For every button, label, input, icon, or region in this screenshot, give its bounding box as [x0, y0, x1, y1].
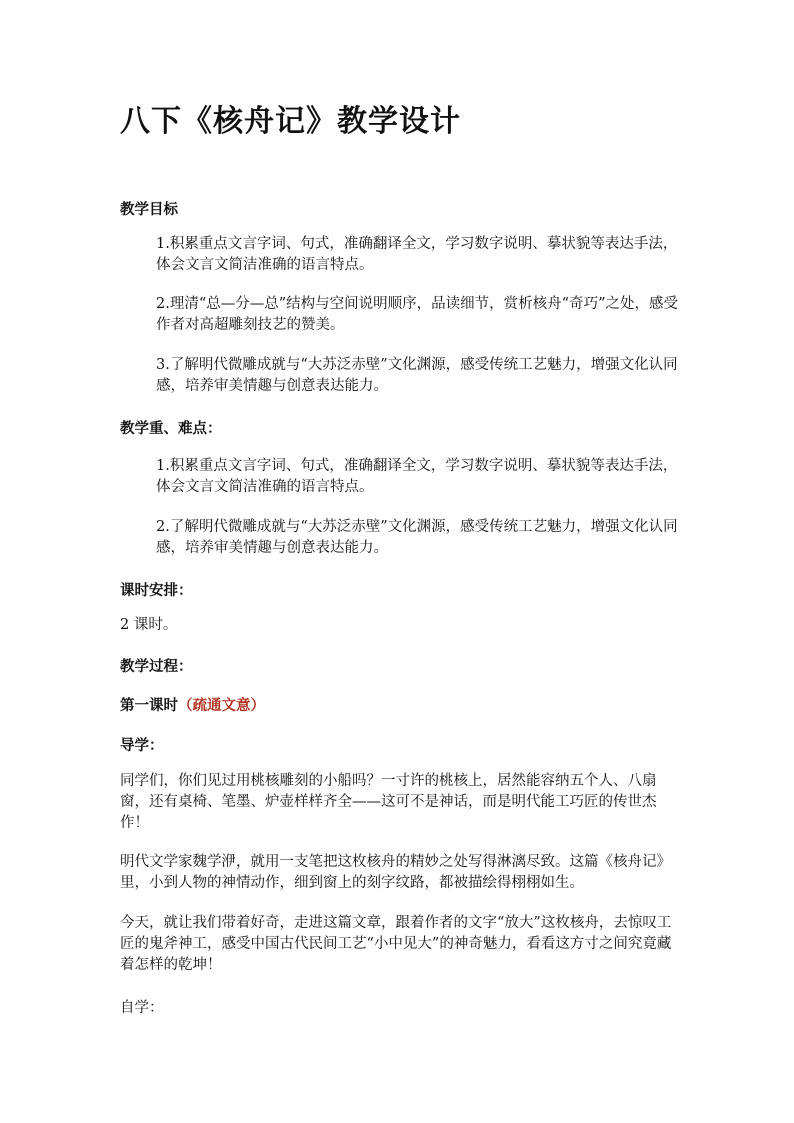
- schedule-text: 2 课时。: [120, 617, 178, 633]
- guide-heading: 导学：: [120, 737, 164, 754]
- guide-paragraph-3: 今天，就让我们带着好奇，走进这篇文章，跟着作者的文字“放大”这枚核舟，去惊叹工匠的鬼斧神工，感受中国古代民间工艺“小中见大”的神奇魅力，看看这方寸之间究竟藏着怎样的乾坤！: [120, 915, 672, 973]
- objective-item-1: 1.积累重点文言字词、句式，准确翻译全文，学习数字说明、摹状貌等表达手法，体会文言文简洁准确的语言特点。: [156, 236, 678, 273]
- process-heading: 教学过程：: [120, 658, 193, 675]
- lesson1-label: 第一课时: [120, 697, 178, 714]
- objectives-heading: 教学目标: [120, 201, 178, 218]
- key-point-item-2: 2.了解明代微雕成就与“大苏泛赤壁”文化渊源，感受传统工艺魅力，增强文化认同感，培养审美情趣与创意表达能力。: [156, 519, 678, 556]
- key-point-item-1: 1.积累重点文言字词、句式，准确翻译全文，学习数字说明、摹状貌等表达手法，体会文言文简洁准确的语言特点。: [156, 458, 678, 495]
- lesson1-heading: [120, 694, 265, 715]
- key-points-heading: 教学重、难点：: [120, 420, 222, 437]
- document-title: 八下《核舟记》教学设计: [120, 104, 461, 139]
- objective-item-2: 2.理清“总—分—总”结构与空间说明顺序，品读细节，赏析核舟“奇巧”之处，感受作者对高超雕刻技艺的赞美。: [156, 296, 678, 333]
- lesson1-note: （疏通文意）: [178, 697, 265, 714]
- schedule-heading: 课时安排：: [120, 582, 193, 599]
- guide-paragraph-1: 同学们，你们见过用桃核雕刻的小船吗？一寸许的桃核上，居然能容纳五个人、八扇窗，还有桌椅、笔墨、炉壶样样齐全——这可不是神话，而是明代能工巧匠的传世杰作！: [120, 773, 657, 831]
- guide-paragraph-2: 明代文学家魏学洢，就用一支笔把这枚核舟的精妙之处写得淋漓尽致。这篇《核舟记》里，小到人物的神情动作，细到窗上的刻字纹路，都被描绘得栩栩如生。: [120, 854, 671, 891]
- objective-item-3: 3.了解明代微雕成就与“大苏泛赤壁”文化渊源，感受传统工艺魅力，增强文化认同感，培养审美情趣与创意表达能力。: [156, 357, 678, 394]
- self-study-heading: 自学：: [120, 1000, 164, 1016]
